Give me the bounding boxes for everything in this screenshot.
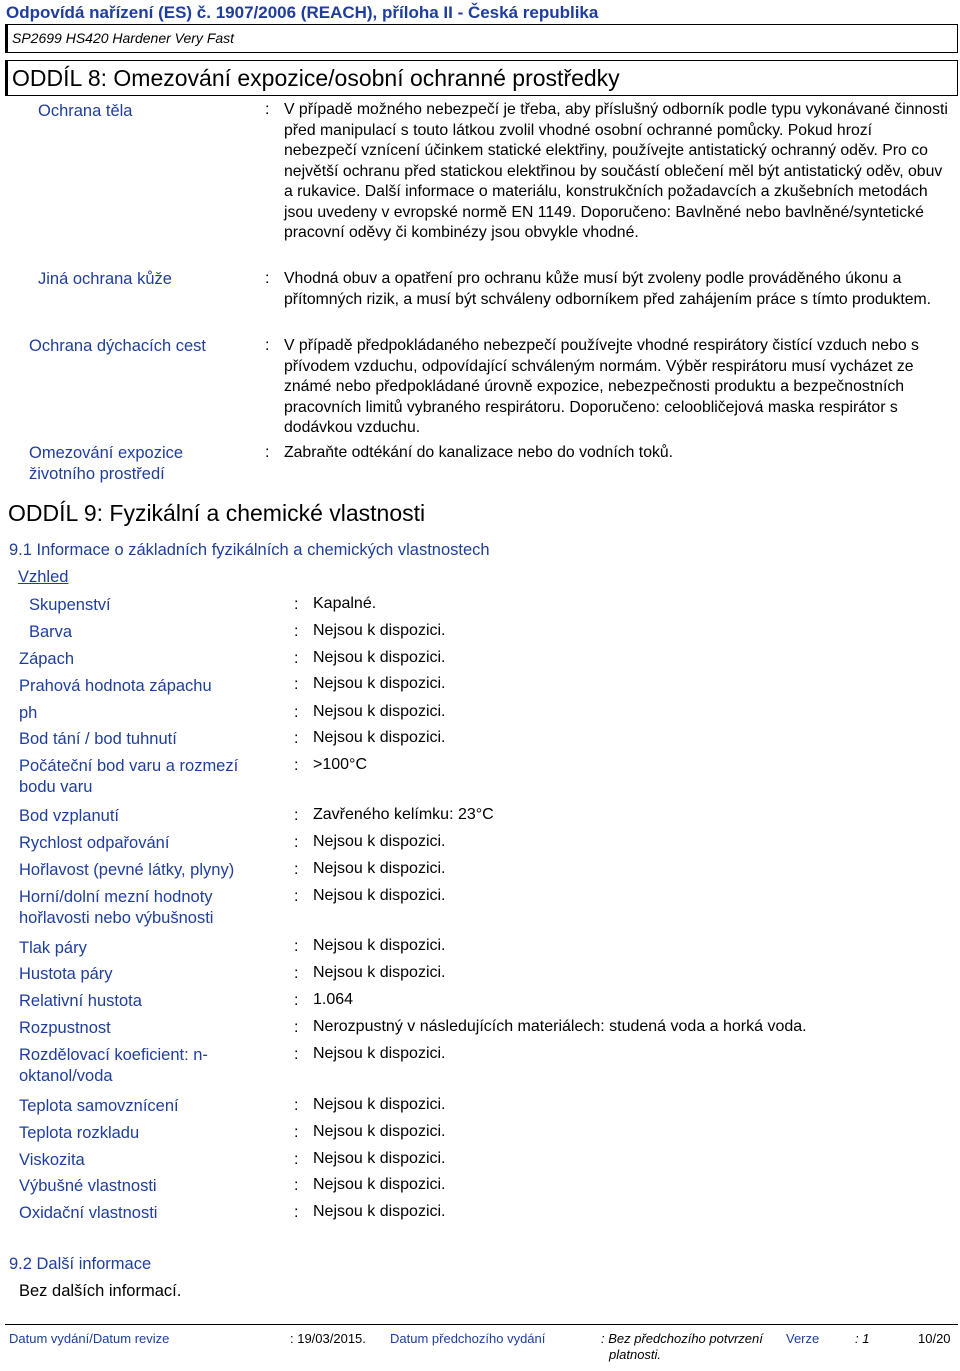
colon: : [294, 807, 299, 824]
text-respiratory-protection: V případě předpokládaného nebezpečí používejte vhodné respirátory čistící vzduch nebo s přívodem vzduchu, odpovídající schváleným normám. Výběr respirátoru musí vycházet ze známé nebo předpokládané úrovně expozice, nebezpečnosti produktu a bezpečnostních pracovních limitů vybraného respirátoru. Doporučeno: celoobličejová maska respirátor s dodávkou vzduchu. [284, 337, 919, 436]
footer-version-value: : 1 [855, 1331, 870, 1346]
subsection-9-2-title: 9.2 Další informace [9, 1255, 152, 1273]
subsection-9-2-text: Bez dalších informací. [19, 1282, 182, 1300]
property-value: Nejsou k dispozici. [313, 937, 446, 954]
label-environmental-exposure: Omezování expozice životního prostředí [29, 444, 184, 483]
property-value: Nejsou k dispozici. [313, 860, 446, 877]
property-value: Nejsou k dispozici. [313, 1096, 446, 1113]
property-value: Zavřeného kelímku: 23°C [313, 806, 494, 823]
property-label: Viskozita [19, 1151, 85, 1169]
footer-previous-date-value-cont: platnosti. [609, 1347, 662, 1362]
product-name-box [5, 24, 958, 53]
label-respiratory-protection: Ochrana dýchacích cest [29, 337, 207, 355]
colon: : [294, 1019, 299, 1036]
colon: : [294, 596, 299, 613]
property-label: Rozpustnost [19, 1019, 111, 1037]
product-name: SP2699 HS420 Hardener Very Fast [12, 30, 235, 46]
property-value: Nejsou k dispozici. [313, 649, 446, 666]
property-label: Prahová hodnota zápachu [19, 677, 212, 695]
property-value: Nejsou k dispozici. [313, 964, 446, 981]
section-9-title: ODDÍL 9: Fyzikální a chemické vlastnosti [8, 500, 426, 526]
colon: : [294, 730, 299, 747]
footer-divider [5, 1324, 958, 1325]
colon: : [265, 444, 270, 461]
property-value: Nejsou k dispozici. [313, 1123, 446, 1140]
property-label: Hustota páry [19, 965, 113, 983]
colon: : [294, 1204, 299, 1221]
property-value: Nejsou k dispozici. [313, 1150, 446, 1167]
text-other-skin-protection: Vhodná obuv a opatření pro ochranu kůže musí být zvoleny podle prováděného úkonu a přítomných rizik, a musí být schváleny odborníkem před zahájením práce s tímto produktem. [284, 270, 932, 308]
property-value: >100°C [313, 756, 367, 773]
label-body-protection: Ochrana těla [38, 102, 133, 120]
property-label: Relativní hustota [19, 992, 142, 1010]
section-8-title: ODDÍL 8: Omezování expozice/osobní ochranné prostředky [12, 65, 620, 91]
property-value: Nejsou k dispozici. [313, 1203, 446, 1220]
footer-issue-date-label: Datum vydání/Datum revize [9, 1331, 170, 1346]
label-other-skin-protection: Jiná ochrana kůže [38, 270, 172, 288]
property-value: Nerozpustný v následujících materiálech: studená voda a horká voda. [313, 1018, 807, 1035]
property-value: Nejsou k dispozici. [313, 622, 446, 639]
colon: : [294, 1097, 299, 1114]
property-value: Nejsou k dispozici. [313, 675, 446, 692]
colon: : [294, 1151, 299, 1168]
colon: : [294, 1124, 299, 1141]
property-value: Nejsou k dispozici. [313, 1176, 446, 1193]
property-value: Nejsou k dispozici. [313, 729, 446, 746]
colon: : [294, 834, 299, 851]
text-body-protection: V případě možného nebezpečí je třeba, aby příslušný odborník podle typu vykonávané činnosti před manipulací s touto látkou zvolil vhodné osobní ochranné pomůcky. Pokud hrozí nebezpečí vznícení účinkem statické elektřiny, používejte antistatický ochranný oděv. Pro co největší ochranu před statickou elektřinou by součástí oblečení měl být antistatický oděv, obuv a rukavice. Další informace o materiálu, konstrukčních požadavcích a zkušebních metodách jsou uvedeny v evropské normě EN 1149. Doporučeno: Bavlněné nebo bavlněné/syntetické pracovní oděvy či kombinézy jsou obvykle vhodné. [284, 101, 948, 241]
footer-issue-date-value: : 19/03/2015. [290, 1331, 366, 1346]
colon: : [294, 888, 299, 905]
colon: : [294, 650, 299, 667]
appearance-heading: Vzhled [18, 568, 69, 586]
colon: : [294, 861, 299, 878]
property-label: Zápach [19, 650, 75, 668]
footer-version-label: Verze [786, 1331, 820, 1346]
colon: : [294, 938, 299, 955]
property-label: ph [19, 704, 38, 722]
property-value: Nejsou k dispozici. [313, 887, 446, 904]
property-value: Nejsou k dispozici. [313, 833, 446, 850]
text-environmental-exposure: Zabraňte odtékání do kanalizace nebo do vodních toků. [284, 444, 674, 461]
colon: : [294, 992, 299, 1009]
property-label: Rozdělovací koeficient: n-oktanol/voda [19, 1046, 208, 1085]
colon: : [294, 965, 299, 982]
section-8-header [5, 60, 958, 96]
subsection-9-1-title: 9.1 Informace o základních fyzikálních a chemických vlastnostech [9, 541, 490, 559]
colon: : [294, 704, 299, 721]
footer-page-number: 10/20 [918, 1331, 951, 1346]
colon: : [265, 337, 270, 354]
property-value: 1.064 [313, 991, 354, 1008]
colon: : [265, 270, 270, 287]
property-label: Horní/dolní mezní hodnoty hořlavosti nebo výbušnosti [19, 888, 214, 927]
property-label: Hořlavost (pevné látky, plyny) [19, 861, 235, 879]
colon: : [294, 757, 299, 774]
property-label: Počáteční bod varu a rozmezí bodu varu [19, 757, 239, 796]
property-label: Bod tání / bod tuhnutí [19, 730, 177, 748]
property-label: Teplota rozkladu [19, 1124, 140, 1142]
footer-previous-date-value: : Bez předchozího potvrzení [601, 1331, 763, 1346]
colon: : [294, 676, 299, 693]
property-value: Kapalné. [313, 595, 377, 612]
property-value: Nejsou k dispozici. [313, 1045, 446, 1062]
property-label: Barva [29, 623, 73, 641]
property-label: Bod vzplanutí [19, 807, 119, 825]
property-label: Oxidační vlastnosti [19, 1204, 158, 1222]
colon: : [294, 1046, 299, 1063]
property-label: Rychlost odpařování [19, 834, 170, 852]
property-label: Tlak páry [19, 939, 87, 957]
property-label: Výbušné vlastnosti [19, 1177, 157, 1195]
colon: : [294, 1177, 299, 1194]
colon: : [265, 101, 270, 118]
colon: : [294, 623, 299, 640]
property-label: Teplota samovznícení [19, 1097, 179, 1115]
property-value: Nejsou k dispozici. [313, 703, 446, 720]
regulation-header: Odpovídá nařízení (ES) č. 1907/2006 (REACH), příloha II - Česká republika [6, 3, 599, 22]
property-label: Skupenství [29, 596, 111, 614]
footer-previous-date-label: Datum předchozího vydání [390, 1331, 546, 1346]
